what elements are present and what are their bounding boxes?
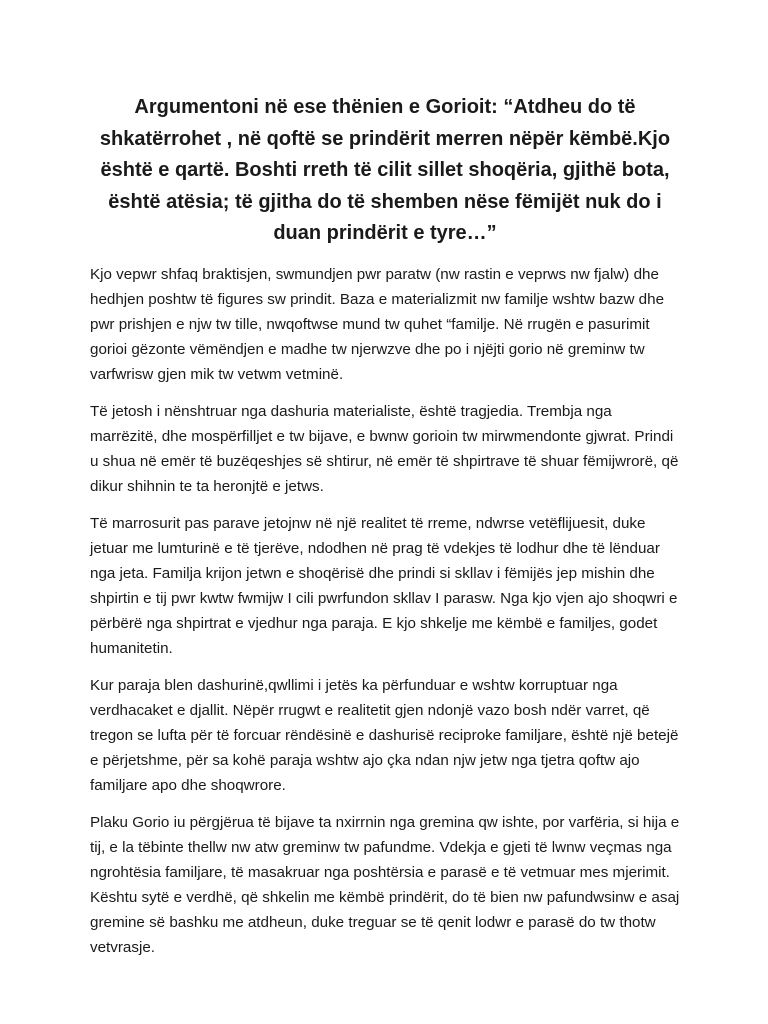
paragraph-2: Të jetosh i nënshtruar nga dashuria materialiste, është tragjedia. Trembja nga marrëzitë, dhe mospërfilljet e tw bijave, e bwnw gorioin tw mirwmendonte gjwrat. Prindi u shua në emër të buzëqeshjes së shtirur, në emër të shpirtrave të shuar fëmijwrorë, që dikur shihnin te ta heronjtë e jetws. [90, 402, 679, 495]
paragraph-3: Të marrosurit pas parave jetojnw në një realitet të rreme, ndwrse vetëflijuesit, duke jetuar me lumturinë e të tjerëve, ndodhen në prag të vdekjes të lodhur dhe të lënduar nga jeta. Familja krijon jetwn e shoqërisë dhe prindi si skllav i fëmijës jep mishin dhe shpirtin e tij pwr kwtw fwmijw I cili pwrfundon skllav I parasw. Nga kjo vjen ajo shoqwri e përbërë nga shpirtrat e vjedhur nga paraja. E kjo shkelje me këmbë e familjes, godet humanitetin. [90, 514, 678, 657]
paragraph-4: Kur paraja blen dashurinë,qwllimi i jetës ka përfunduar e wshtw korruptuar nga verdhacaket e djallit. Nëpër rrugwt e realitetit gjen ndonjë vazo bosh ndër varret, që tregon se lufta për të forcuar rëndësinë e dashurisë reciproke familjare, është një betejë e përjetshme, për sa kohë paraja wshtw ajo çka ndan njw jetw nga tjetra qoftw ajo familjare apo dhe shoqwrore. [90, 676, 679, 794]
paragraph-5: Plaku Gorio iu përgjërua të bijave ta nxirrnin nga gremina qw ishte, por varfëria, si hija e tij, e la tëbinte thellw nw atw greminw tw pafundme. Vdekja e gjeti të lwnw veçmas nga ngrohtësia familjare, të masakruar nga poshtërsia e parasë e të vetmuar mes mjerimit. Kështu sytë e verdhë, që shkelin me këmbë prindërit, do të bien nw pafundwsinw e asaj gremine së bashku me atdheun, duke treguar se të qenit lodwr e parasë do tw thotw vetvrasje. [90, 813, 680, 956]
paragraph-1: Kjo vepwr shfaq braktisjen, swmundjen pwr paratw (nw rastin e veprws nw fjalw) dhe hedhjen poshtw të figures sw prindit. Baza e materializmit nw familje wshtw bazw dhe pwr prishjen e njw tw tille, nwqoftwse mund tw quhet “familje. Në rrugën e pasurimit gorioi gëzonte vëmëndjen e madhe tw njerwzve dhe po i njëjti gorio në greminw tw varfwrisw gjen mik tw vetwm vetminë. [90, 265, 665, 383]
essay-title: Argumentoni në ese thënien e Gorioit: “Atdheu do të shkatërrohet , në qoftë se prindërit merren nëpër këmbë.Kjo është e qartë. Boshti rreth të cilit sillet shoqëria, gjithë bota, është atësia; të gjitha do të shemben nëse fëmijët nuk do i duan prindërit e tyre…” [99, 96, 671, 244]
